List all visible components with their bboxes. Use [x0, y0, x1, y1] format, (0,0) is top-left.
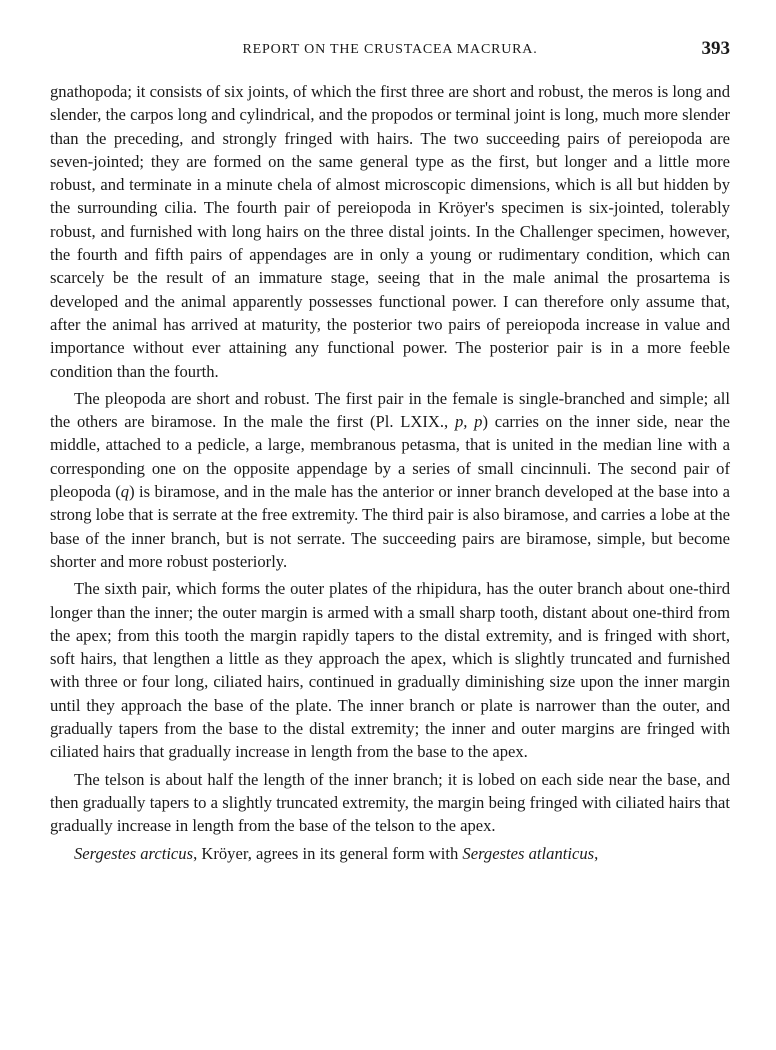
page-number: 393	[701, 38, 730, 59]
page-header	[50, 38, 730, 64]
species-name-arcticus: Sergestes arcticus	[74, 843, 194, 863]
body-text	[50, 80, 730, 865]
page	[50, 38, 730, 865]
paragraph-telson: The telson is about half the length of the inner branch; it is lobed on each side near the base, and then gradually tapers to a slightly truncated extremity, the margin being fringed with ciliated hairs that gradually increase in length from the base of the telson to the apex.	[50, 769, 730, 836]
paragraph-sixth-pair: The sixth pair, which forms the outer plates of the rhipidura, has the outer branch about one-third longer than the inner; the outer margin is armed with a small sharp tooth, distant about one-third from the apex; from this tooth the margin rapidly tapers to the distal extremity, and is fringed with short, soft hairs, that lengthen a little as they approach the apex, which is slightly truncated and furnished with three or four long, ciliated hairs, continued in gradually diminishing size upon the inner margin until they approach the base of the plate. The inner branch or plate is narrower than the outer, and gradually tapers from the base to the distal extremity; the inner and outer margins are fringed with ciliated hairs that gradually increase in length from the base to the apex.	[50, 579, 730, 762]
plate-ref-p: p, p	[454, 412, 483, 432]
comparison-text: , Kröyer, agrees in its general form with	[193, 843, 463, 863]
paragraph-sergestes-arcticus	[50, 842, 730, 865]
trailing-comma: ,	[594, 843, 599, 863]
paragraph-pleopoda	[50, 387, 730, 573]
plate-ref-q: q	[120, 482, 130, 502]
pleopoda-text-1: The pleopoda are short and robust. The first pair in the female is single-branched and simple; all the others are biramose. In the male the first (Pl. LXIX.,	[50, 388, 730, 432]
pleopoda-text-2: ) carries on the inner side, near the middle, attached to a pedicle, a large, membranous petasma, that is united in the median line with a corresponding one on the opposite appendage by a series of small cincinnuli. The second pair of pleopoda (	[50, 412, 730, 502]
pleopoda-text-3: ) is biramose, and in the male has the anterior or inner branch developed at the base into a strong lobe that is serrate at the free extremity. The third pair is also biramose, and carries a lobe at the base of the inner branch, but is not serrate. The succeeding pairs are biramose, simple, but become shorter and more robust posteriorly.	[50, 482, 731, 571]
paragraph-pereiopoda: gnathopoda; it consists of six joints, of which the first three are short and robust, the meros is long and slender, the carpos long and cylindrical, and the propodos or terminal joint is long, much more slender than the preceding, and strongly fringed with hairs. The two succeeding pairs of pereiopoda are seven-jointed; they are formed on the same general type as the first, but longer and a little more robust, and terminate in a minute chela of almost microscopic dimensions, which is all but hidden by the surrounding cilia. The fourth pair of pereiopoda in Kröyer's specimen is six-jointed, tolerably robust, and furnished with long hairs on the three distal joints. In the Challenger specimen, however, the fourth and fifth pairs of appendages are in only a young or rudimentary condition, which can scarcely be the result of an immature stage, seeing that in the male animal the prosartema is developed and the animal apparently possesses functional power. I can therefore only assume that, after the animal has arrived at maturity, the posterior two pairs of pereiopoda increase in value and importance without ever attaining any functional power. The posterior pair is in a more feeble condition than the fourth.	[50, 82, 730, 381]
running-title: REPORT ON THE CRUSTACEA MACRURA.	[242, 42, 538, 57]
species-name-atlanticus: Sergestes atlanticus	[462, 843, 595, 863]
